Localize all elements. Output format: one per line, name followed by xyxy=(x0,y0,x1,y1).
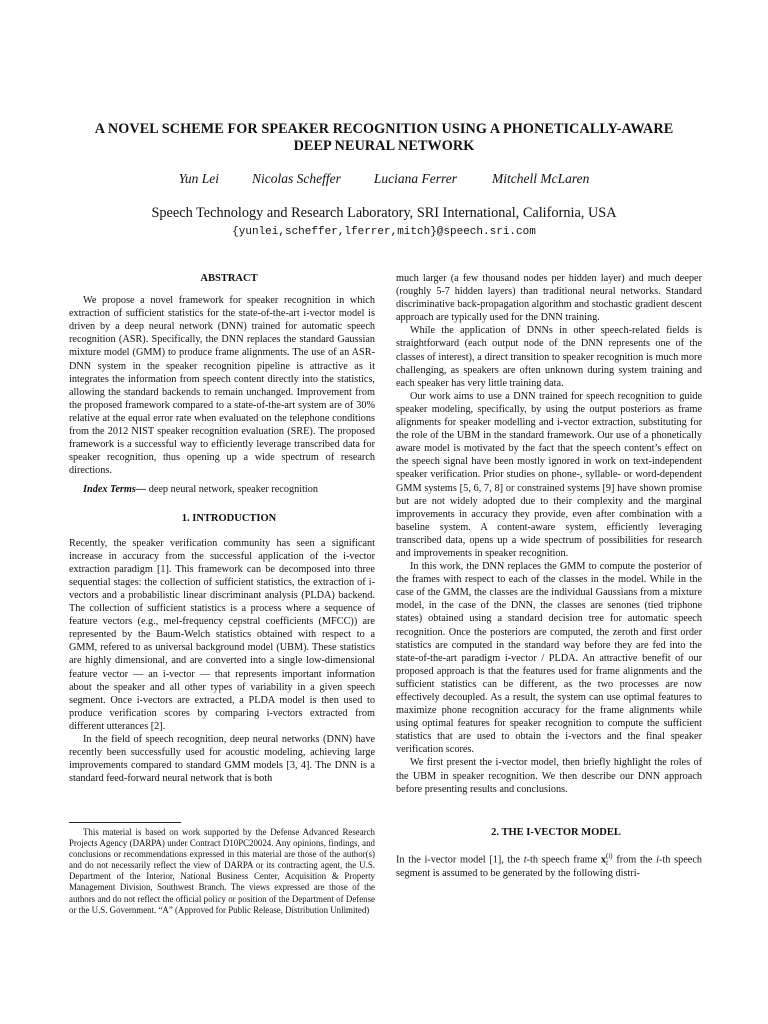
math-sub: t xyxy=(606,858,608,867)
index-terms xyxy=(69,483,375,496)
title-line-2: DEEP NEURAL NETWORK xyxy=(293,138,475,154)
math-sup: (i) xyxy=(606,851,613,860)
index-terms-label: Index Terms— xyxy=(83,484,147,496)
math-t: t xyxy=(523,854,527,866)
author-name: Mitchell McLaren xyxy=(492,171,590,186)
body-paragraph: We first present the i-vector model, then briefly highlight the roles of the UBM in speaker recognition. We then describe our DNN approach before presenting results and conclusions. xyxy=(396,757,702,795)
intro-paragraph: In the field of speech recognition, deep neural networks (DNN) have recently been successfully used for acoustic modeling, achieving large improvements compared to standard GMM models [3, 4]. The DNN is a standard feed-forward neural network that is both xyxy=(69,734,375,785)
author-list xyxy=(0,171,768,187)
math-scripts xyxy=(606,853,613,867)
funding-footnote: This material is based on work supported by the Defense Advanced Research Projects Agency (DARPA) under Contract D10PC20024. Any opinions, findings, and conclusions or recommendations expressed in this material are those of the author(s) and do not necessarily reflect the view of DARPA or its contracting agent, the U.S. Department of the Interior, National Business Center, Acquisition & Property Management Division, Southwest Branch. The views expressed are those of the authors and do not reflect the official policy or position of the Department of Defense or the U.S. Government. “A” (Approved for Public Release, Distribution Unlimited) xyxy=(69,827,375,915)
text-run: -th speech segment is assumed to be generated by the following distri- xyxy=(396,854,703,879)
abstract-heading: ABSTRACT xyxy=(200,273,258,284)
text-run: -th speech frame xyxy=(526,854,601,866)
body-paragraph: much larger (a few thousand nodes per hidden layer) and much deeper (roughly 5-7 hidden layers) than traditional neural networks. Standard discriminative back-propagation algorithm and stochastic gradient descent approach are typically used for the DNN training. xyxy=(396,273,702,324)
footnote-rule xyxy=(69,822,181,823)
body-paragraph xyxy=(396,853,702,880)
right-column xyxy=(396,272,702,880)
math-i: i xyxy=(656,854,660,866)
introduction-heading: 1. INTRODUCTION xyxy=(181,512,277,524)
abstract-text: We propose a novel framework for speaker recognition in which extraction of sufficient statistics for the state-of-the-art i-vector model is driven by a deep neural network (DNN) trained for automatic speech recognition (ASR). Specifically, the DNN replaces the standard Gaussian mixture model (GMM) to produce frame alignments. The use of an ASR-DNN system in the speaker recognition pipeline is attractive as it integrates the information from speech content directly into the statistics, allowing the standard backends to remain unchanged. Improvement from the proposed framework compared to a state-of-the-art system are of 30% relative at the equal error rate when evaluated on the telephone conditions from the 2012 NIST speaker recognition evaluation (SRE). The proposed framework is a successful way to efficiently leverage transcribed data for speaker recognition, thus opening up a wide spectrum of research directions. xyxy=(69,295,375,477)
body-paragraph: Our work aims to use a DNN trained for speech recognition to guide speaker modeling, specifically, by using the output posteriors as frame alignments for speaker modelling and i-vector extraction, substituting for the role of the UBM in the standard framework. Our use of a phonetically aware model is motivated by the fact that the speech content’s effect on the speech signal have been mostly ignored in work on text-independent speaker verification. Prior studies on phone-, syllable- or word-dependent GMM systems [5, 6, 7, 8] or constrained systems [9] have shown promise but are not widely adopted due to their complexity and the marginal improvements in accuracy they provide, even after combination with a baseline system. A content-aware system, efficiently leveraging transcribed data, opens up a wide spectrum of possibilities for research and improvements in speaker recognition. xyxy=(396,390,702,559)
body-paragraph: In this work, the DNN replaces the GMM to compute the posterior of the frames with respect to each of the classes in the model. While in the case of the GMM, the classes are the individual Gaussians from a mixture model, in the case of the DNN, the classes are senones (tied triphone states) obtained using a standard decision tree for automatic speech recognition. Once the posteriors are computed, the zeroth and first order statistics are computed in the standard way before they are fed into the state-of-the-art paradigm i-vector / PLDA. An attractive benefit of our proposed approach is that the features used for frame alignments and the sufficient statistics can be different, as the two processes are now effectively decoupled. As a result, the system can use optimal features to maximize phone recognition accuracy for the frame alignments while using optimal features for speaker recognition to compute the sufficient statistics that are used to obtain the i-vectors and the final speaker verification scores. xyxy=(396,561,702,756)
left-column xyxy=(69,272,375,785)
body-paragraph: While the application of DNNs in other speech-related fields is straightforward (each output node of the DNN represents one of the classes of interest), a direct transition to speaker recognition is much more challenging, as speakers are often unknown during system training and each speaker has very little training data. xyxy=(396,325,702,389)
index-terms-text: deep neural network, speaker recognition xyxy=(148,484,319,496)
author-name: Luciana Ferrer xyxy=(373,171,458,186)
affiliation: Speech Technology and Research Laboratory, SRI International, California, USA xyxy=(151,205,617,221)
author-name: Nicolas Scheffer xyxy=(252,171,341,186)
author-emails: {yunlei,scheffer,lferrer,mitch}@speech.sri.com xyxy=(232,226,536,238)
author-name: Yun Lei xyxy=(178,171,220,186)
title-line-1: A NOVEL SCHEME FOR SPEAKER RECOGNITION USING A PHONETICALLY-AWARE xyxy=(94,121,674,137)
paper-title xyxy=(60,121,708,155)
intro-paragraph: Recently, the speaker verification community has seen a significant increase in accuracy from the successful application of the i-vector extraction paradigm [1]. This framework can be decomposed into three sequential stages: the collection of sufficient statistics, the extraction of i-vectors and a probabilistic linear discriminant analysis (PLDA) backend. The collection of sufficient statistics is a process where a sequence of feature vectors (e.g., mel-frequency cepstral coefficients (MFCC)) are represented by the Baum-Welch statistics obtained with respect to a GMM, refered to as universal background model (UBM). These statistics are highly dimensional, and are converted into a single low-dimensional feature vector — an i-vector — that represents important information about the speaker and all other types of variability in a given speech segment. Once i-vectors are extracted, a PLDA model is then used to produce verification scores by comparing i-vectors extracted from different utterances [2]. xyxy=(69,537,375,732)
footnote xyxy=(69,827,375,916)
text-run: from the xyxy=(612,854,657,866)
text-run: In the i-vector model [1], the xyxy=(396,854,524,866)
math-x: x xyxy=(600,854,607,866)
section-2-heading: 2. THE I-VECTOR MODEL xyxy=(491,826,621,838)
